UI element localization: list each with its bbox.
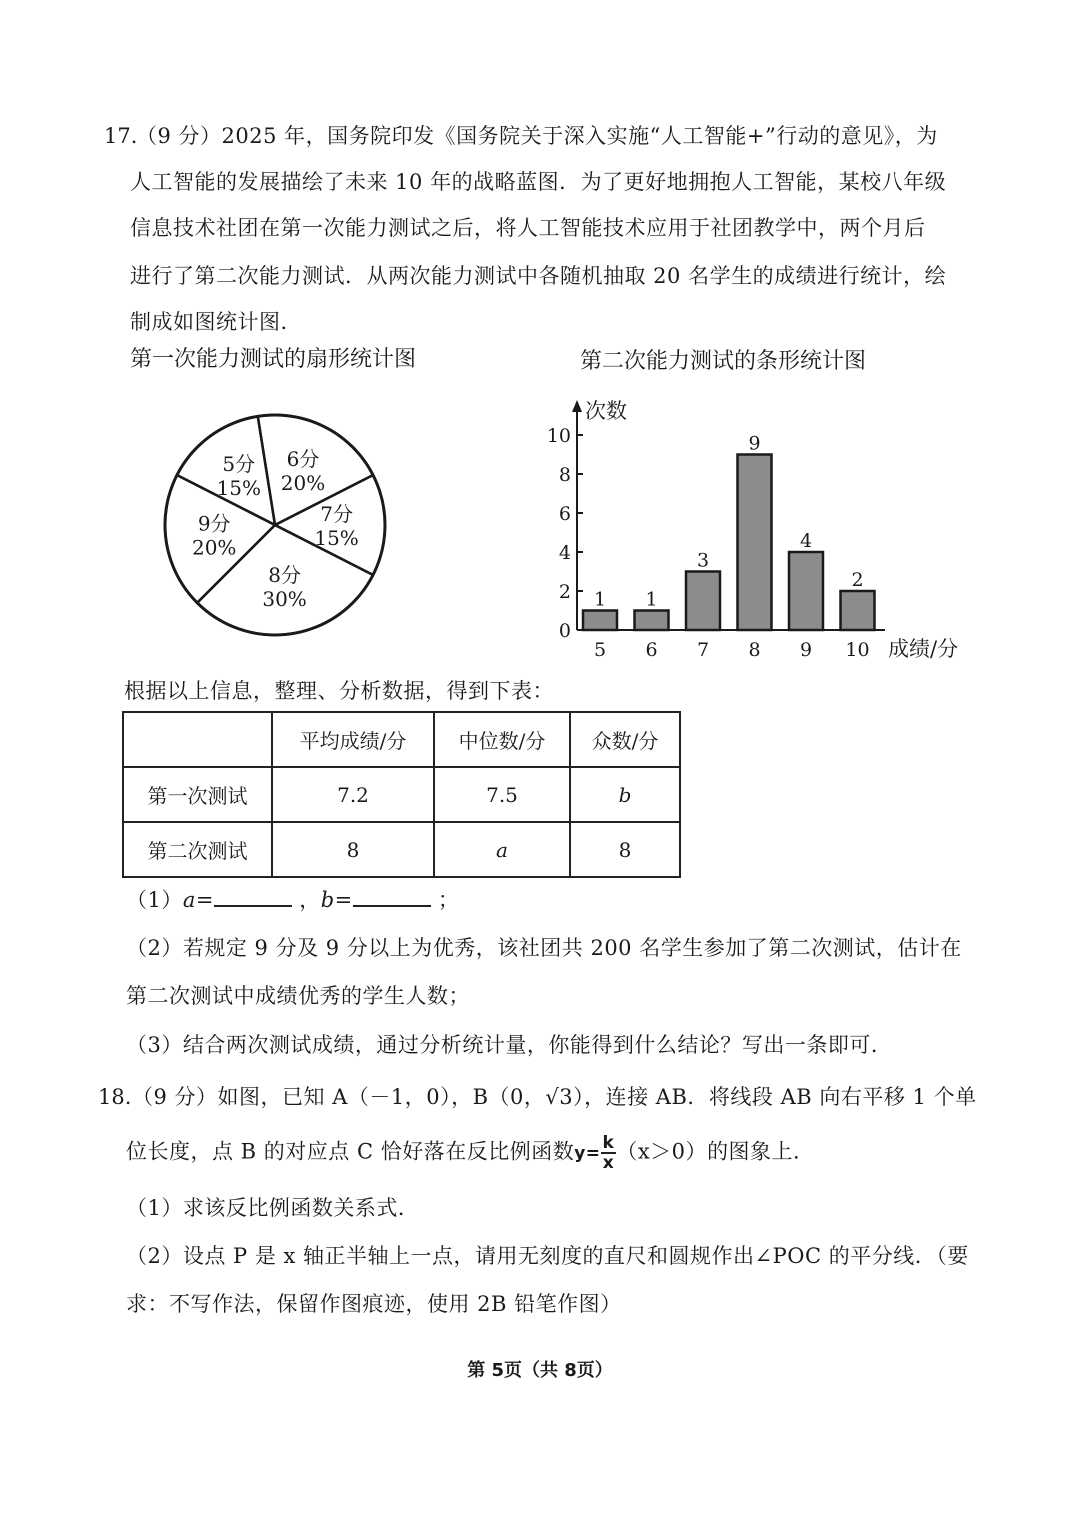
q17-sub1-end: ；: [437, 888, 460, 912]
pie-chart-title: 第一次能力测试的扇形统计图: [130, 347, 417, 372]
q18-fraction: [601, 1134, 617, 1172]
pie-slice-percent: 15%: [314, 526, 359, 550]
pie-slice-label: 8分: [268, 562, 301, 587]
bar: [686, 572, 720, 631]
pie-slice-label: 7分: [320, 502, 353, 526]
q17-number: 17.: [104, 124, 138, 148]
bar: [738, 455, 772, 631]
q18-line-2: [126, 1134, 815, 1172]
y-tick-label: 6: [558, 503, 571, 525]
y-tick-label: 0: [558, 620, 571, 642]
table-header-row: [123, 712, 680, 767]
x-tick-label: 6: [645, 639, 658, 661]
q18-frac-den: x: [602, 1153, 615, 1173]
x-axis-label: 成绩/分: [888, 637, 959, 661]
stats-table: [122, 711, 681, 878]
q18-sub2-line-1: （2）设点 P 是 x 轴正半轴上一点，请用无刻度的直尺和圆规作出∠POC 的平分线．（要: [126, 1244, 969, 1268]
bar: [841, 591, 875, 630]
q18-sub1: （1）求该反比例函数关系式．: [126, 1196, 420, 1220]
answer-blank-b[interactable]: [353, 887, 431, 907]
table-row: [123, 822, 680, 877]
pie-slice-percent: 20%: [280, 471, 326, 496]
q18-number: 18.: [98, 1085, 132, 1109]
q17-line-1: （9 分）2025 年，国务院印发《国务院关于深入实施“人工智能+”行动的意见》，为: [136, 124, 938, 148]
table-header-mean: 平均成绩/分: [272, 712, 434, 767]
bar-chart-title: 第二次能力测试的条形统计图: [580, 349, 867, 374]
pie-slice-percent: 20%: [191, 535, 237, 560]
q17-sub2-line-1: （2）若规定 9 分及 9 分以上为优秀，该社团共 200 名学生参加了第二次测试，估计在: [126, 936, 962, 960]
q17-sub1-b: b=: [320, 888, 353, 912]
answer-blank-a[interactable]: [214, 887, 292, 907]
q17-sub1-prefix: （1）: [126, 888, 183, 912]
table-row-label: 第一次测试: [123, 767, 272, 822]
table-cell: 7.5: [434, 767, 570, 822]
bar-data-label: 9: [748, 432, 761, 455]
q18-line-2-pre: 位长度，点 B 的对应点 C 恰好落在反比例函数: [126, 1139, 575, 1164]
y-tick-label: 8: [558, 464, 571, 486]
q18-func-y: y=: [574, 1143, 601, 1164]
table-cell: 7.2: [272, 767, 434, 822]
bar-chart: [540, 390, 980, 670]
table-intro: 根据以上信息，整理、分析数据，得到下表：: [124, 679, 554, 703]
table-row-label: 第二次测试: [123, 822, 272, 877]
y-tick-label: 4: [558, 542, 571, 564]
q17-line-5: 制成如图统计图．: [130, 310, 302, 334]
x-tick-label: 8: [748, 639, 761, 661]
table-cell: 8: [570, 822, 680, 877]
q17-sub3: （3）结合两次测试成绩，通过分析统计量，你能得到什么结论？写出一条即可．: [126, 1033, 893, 1057]
pie-slice-label: 6分: [286, 447, 320, 472]
bar-data-label: 1: [645, 588, 658, 611]
q17-sub1-sep: ，: [299, 888, 321, 912]
q17-line-4: 进行了第二次能力测试．从两次能力测试中各随机抽取 20 名学生的成绩进行统计，绘: [130, 264, 947, 288]
q18-sub2-line-2: 求：不写作法，保留作图痕迹，使用 2B 铅笔作图）: [126, 1292, 622, 1316]
table-cell: a: [434, 822, 570, 877]
page-footer: 第 5页（共 8页）: [467, 1360, 613, 1381]
pie-slice-label: 5分: [222, 452, 256, 477]
table-row: [123, 767, 680, 822]
bar: [583, 611, 617, 631]
table-header-empty: [123, 712, 272, 767]
bar-data-label: 4: [799, 530, 813, 552]
y-tick-label: 10: [546, 425, 571, 447]
y-axis-label: 次数: [585, 399, 627, 423]
q17-sub1-a: a=: [182, 888, 214, 912]
bar-data-label: 2: [851, 569, 864, 591]
y-axis-arrow: [572, 400, 582, 412]
pie-slice-percent: 30%: [262, 586, 307, 611]
pie-slice-label: 9分: [197, 511, 231, 536]
table-cell: b: [570, 767, 680, 822]
y-tick-label: 2: [558, 581, 571, 603]
q17-sub1: [126, 886, 459, 914]
x-tick-label: 7: [696, 639, 710, 661]
x-tick-label: 9: [799, 639, 813, 661]
x-tick-label: 10: [845, 639, 870, 661]
bar: [635, 611, 669, 631]
q18-func-cond: （x＞0）: [616, 1139, 708, 1164]
q18-line-1: （9 分）如图，已知 A（－1，0），B（0，√3），连接 AB．将线段 AB 向右平移 1 个单: [132, 1085, 977, 1109]
table-cell: 8: [272, 822, 434, 877]
q17-line-2: 人工智能的发展描绘了未来 10 年的战略蓝图．为了更好地拥抱人工智能，某校八年级: [130, 170, 947, 194]
q17-sub2-line-2: 第二次测试中成绩优秀的学生人数；: [126, 984, 470, 1008]
bar-data-label: 1: [593, 588, 607, 611]
pie-slice-percent: 15%: [216, 476, 262, 501]
bar-data-label: 3: [696, 549, 710, 572]
q18-line-2-post: 的图象上．: [707, 1139, 815, 1164]
q17-line-3: 信息技术社团在第一次能力测试之后，将人工智能技术应用于社团教学中，两个月后: [130, 216, 926, 240]
x-tick-label: 5: [593, 639, 607, 661]
pie-chart: [155, 405, 395, 645]
bar: [789, 552, 823, 630]
table-header-mode: 众数/分: [570, 712, 680, 767]
table-header-median: 中位数/分: [434, 712, 570, 767]
q18-frac-num: k: [602, 1133, 615, 1153]
